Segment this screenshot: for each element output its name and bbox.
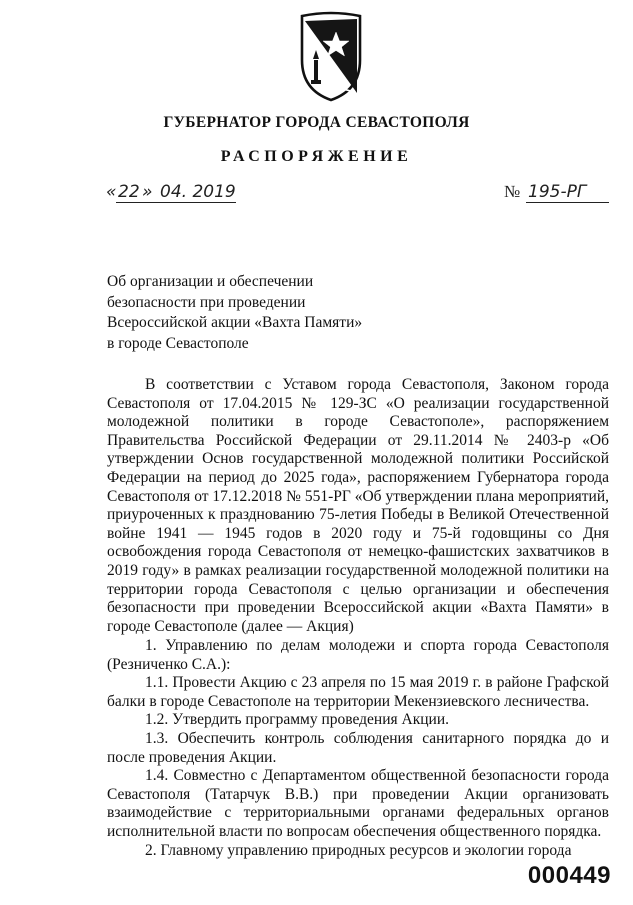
date-quote-close: » bbox=[142, 182, 153, 202]
item-paragraph: 1.4. Совместно с Департаментом общественной безопасности города Севастополя (Татарчук В.В.) при проведении Акции организовать взаимодействие с территориальными органами федеральных органов исполнительной власти по вопросам обеспечения общественного порядка. bbox=[107, 767, 609, 840]
subject-line: в городе Севастополе bbox=[107, 334, 249, 352]
coat-of-arms-icon bbox=[296, 10, 366, 104]
number-sign: № bbox=[504, 182, 521, 201]
subject-line: Всероссийской акции «Вахта Памяти» bbox=[107, 314, 363, 332]
item-paragraph: 1.3. Обеспечить контроль соблюдения санитарного порядка до и после проведения Акции. bbox=[107, 729, 609, 766]
date-quote-open: « bbox=[106, 182, 117, 202]
preamble-block bbox=[107, 376, 609, 636]
date-underline bbox=[116, 202, 236, 203]
date-month-year: 04. 2019 bbox=[160, 182, 236, 202]
number-underline bbox=[526, 202, 609, 203]
subject-line: Об организации и обеспечении bbox=[107, 273, 314, 290]
document-number: 195-РГ bbox=[528, 182, 587, 202]
item-paragraph: 1.2. Утвердить программу проведения Акции. bbox=[145, 711, 449, 729]
item-paragraph: 1.1. Провести Акцию с 23 апреля по 15 мая 2019 г. в районе Графской балки в городе Севастополе на территории Мекензиевского лесничества. bbox=[107, 674, 609, 710]
date-day: 22 bbox=[118, 182, 140, 202]
subject-line: безопасности при проведении bbox=[107, 293, 306, 311]
document-type-title: РАСПОРЯЖЕНИЕ bbox=[220, 148, 413, 165]
item-paragraph: 1. Управлению по делам молодежи и спорта города Севастополя (Резниченко С.А.): bbox=[107, 637, 609, 673]
issuer-title: ГУБЕРНАТОР ГОРОДА СЕВАСТОПОЛЯ bbox=[163, 114, 470, 131]
item-paragraph: 2. Главному управлению природных ресурсов и экологии города bbox=[145, 841, 572, 859]
document-subject bbox=[107, 272, 362, 354]
serial-number: 000449 bbox=[527, 862, 611, 889]
preamble-paragraph: В соответствии с Уставом города Севастополя, Законом города Севастополя от 17.04.2015 № 129-ЗС «О реализации государственной молодежной политики в городе Севастополе», распоряжением Правительства Российской Федерации от 29.11.2014 № 2403-р «Об утверждении Основ государственной молодежной политики Российской Федерации на период до 2025 года», распоряжением Губернатора города Севастополя от 17.12.2018 № 551-РГ «Об утверждении плана мероприятий, приуроченных к празднованию 75-летия Победы в Великой Отечественной войне 1941 — 1945 годов в 2020 году и 75-й годовщины со Дня освобождения города Севастополя от немецко-фашистских захватчиков в 2019 году» в рамках реализации государственной молодежной политики на территории города Севастополя с целью организации и обеспечения безопасности при проведении Всероссийской акции «Вахта Памяти» в городе Севастополе (далее — Акция) bbox=[107, 376, 609, 635]
order-items bbox=[107, 637, 609, 860]
